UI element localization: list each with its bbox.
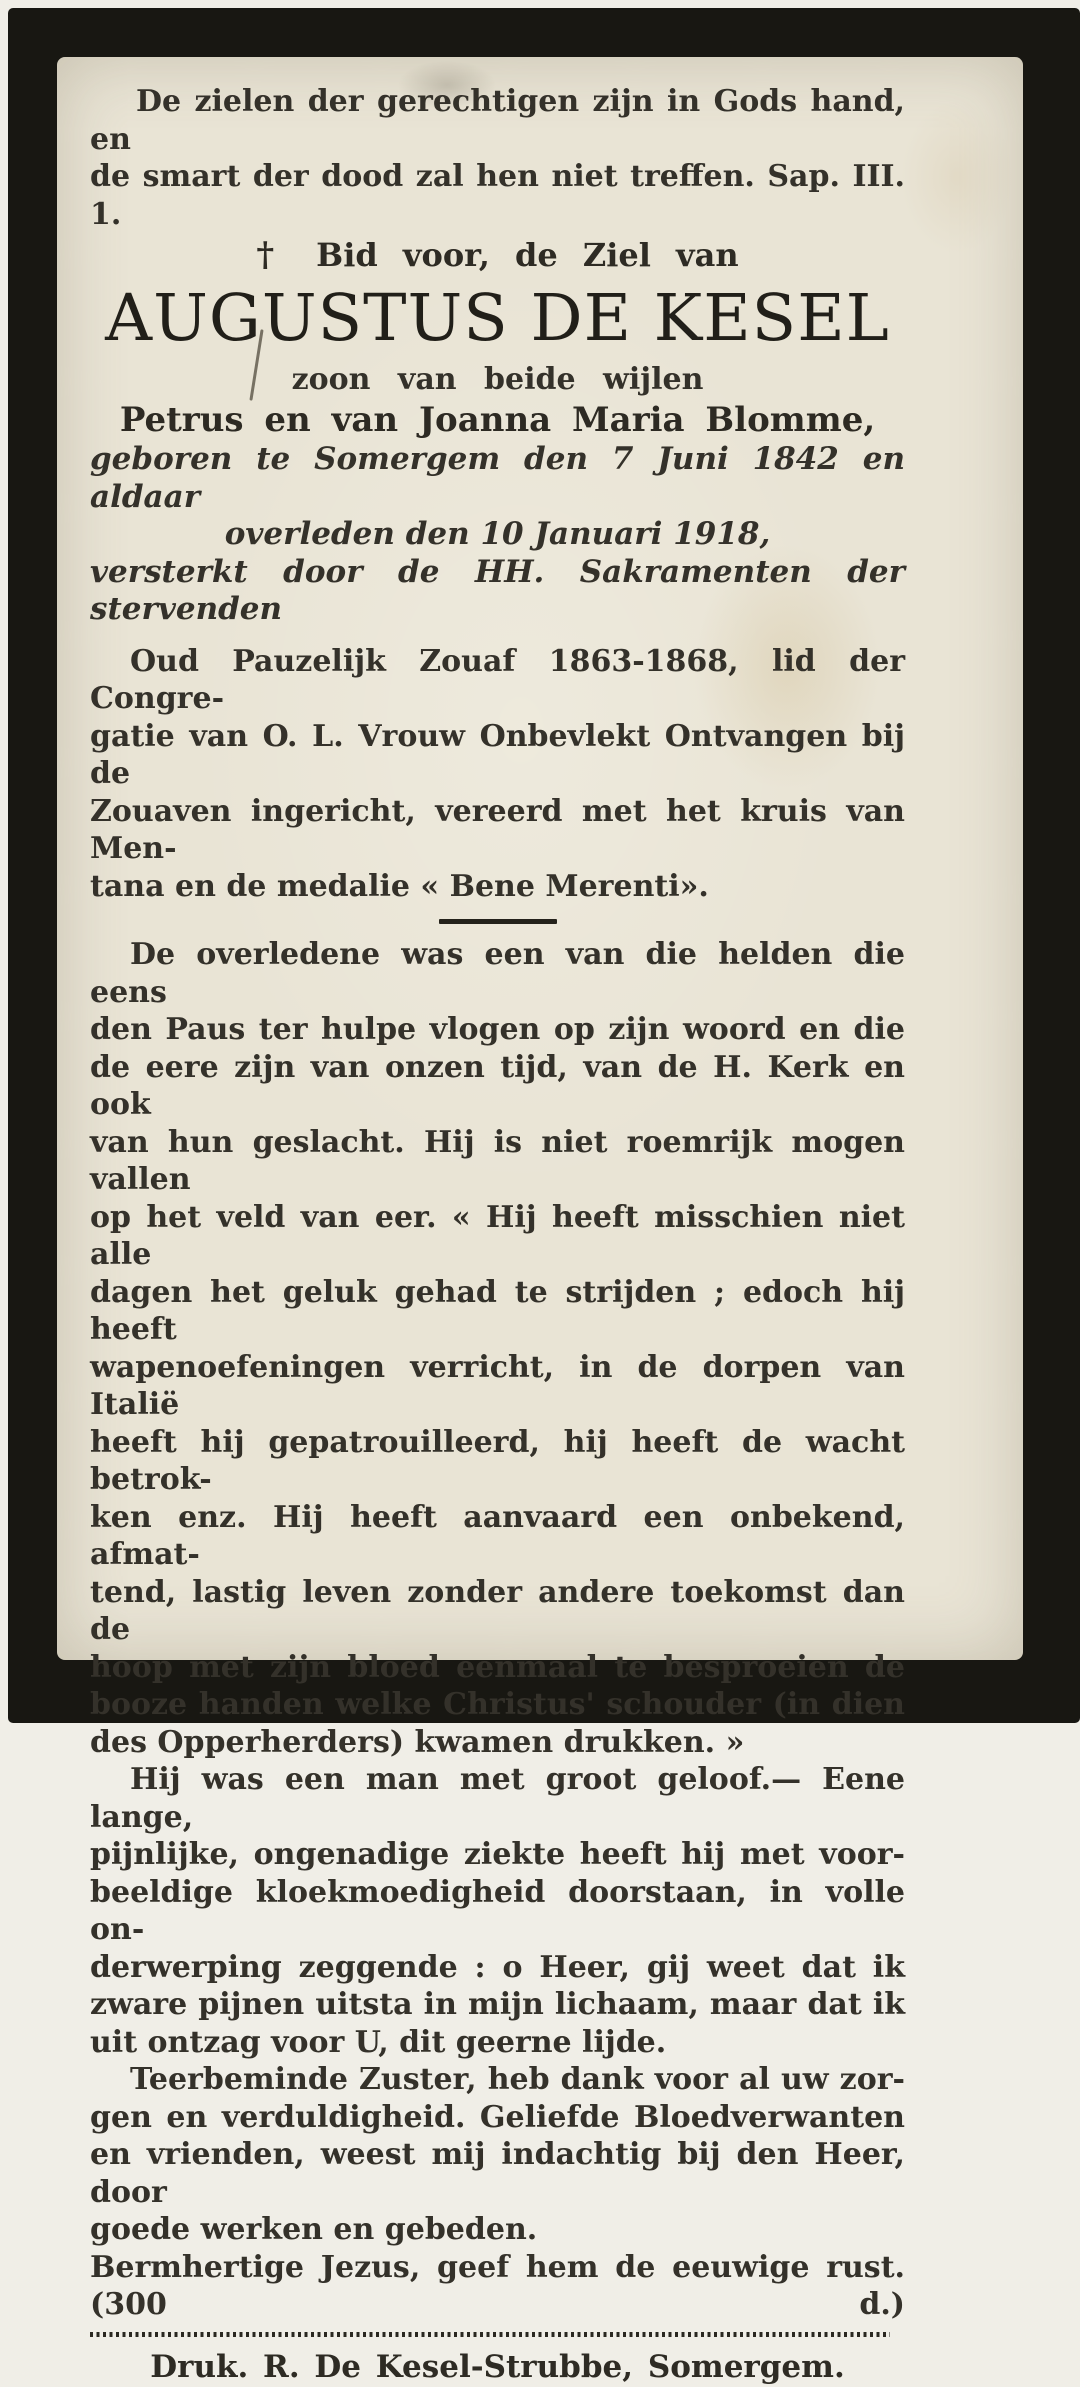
vital-dates xyxy=(90,441,905,629)
text-line: goede werken en gebeden. xyxy=(90,2212,538,2247)
text-line: beeldige kloekmoedigheid doorstaan, in volle on- xyxy=(90,1874,905,1947)
epigraph-line: de smart der dood zal hen niet treffen. Sap. III. 1. xyxy=(90,159,905,232)
section-divider xyxy=(439,919,557,924)
cross-icon: † xyxy=(256,235,275,275)
printer-imprint: Druk. R. De Kesel-Strubbe, Somergem. xyxy=(150,2348,845,2385)
dotted-rule xyxy=(90,2332,890,2337)
text-line: heeft hij gepatrouilleerd, hij heeft de wacht betrok- xyxy=(90,1424,905,1497)
text-line: pijnlijke, ongenadige ziekte heeft hij met voor- xyxy=(90,1837,905,1872)
text-line: Oud Pauzelijk Zouaf 1863-1868, lid der Congre- xyxy=(90,643,905,716)
text-line: Hij was een man met groot geloof.— Eene lange, xyxy=(90,1762,905,1835)
text-line: Teerbeminde Zuster, heb dank voor al uw zor- xyxy=(130,2062,905,2097)
indulgence-prayer: Bermhertige Jezus, geef hem de eeuwige rust. (300 d.) xyxy=(90,2249,905,2322)
farewell-paragraph xyxy=(90,2061,905,2249)
eulogy-paragraph-1 xyxy=(90,936,905,1761)
zouave-paragraph xyxy=(90,643,905,906)
text-line: tana en de medalie « Bene Merenti». xyxy=(90,868,709,904)
birth-line: geboren te Somergem den 7 Juni 1842 en aldaar xyxy=(90,441,905,515)
text-line: ken enz. Hij heeft aanvaard een onbekend, afmat- xyxy=(90,1499,905,1572)
text-line: uit ontzag voor U, dit geerne lijde. xyxy=(90,2024,667,2060)
text-line: gatie van O. L. Vrouw Onbevlekt Ontvangen bij de xyxy=(90,718,905,791)
mourning-border xyxy=(8,8,1080,2385)
text-line: en vrienden, weest mij indachtig bij den Heer, door xyxy=(90,2137,905,2210)
lineage-relation: zoon van beide wijlen xyxy=(291,362,704,397)
eulogy-paragraph-2 xyxy=(90,1761,905,2061)
text-line: hoop met zijn bloed eenmaal te besproeien de xyxy=(90,1649,905,1685)
text-line: gen en verduldigheid. Geliefde Bloedverwanten xyxy=(90,2099,905,2135)
epigraph-line: De zielen der gerechtigen zijn in Gods hand, en xyxy=(90,84,905,157)
invocation-label: Bid voor, de Ziel van xyxy=(316,236,739,274)
text-line: booze handen welke Christus' schouder (in dien xyxy=(90,1687,905,1722)
parents-names: Petrus en van Joanna Maria Blomme, xyxy=(119,400,876,440)
text-line: dagen het geluk gehad te strijden ; edoch hij heeft xyxy=(90,1274,905,1347)
text-line: zware pijnen uitsta in mijn lichaam, maar dat ik xyxy=(90,1987,905,2022)
text-line: Zouaven ingericht, vereerd met het kruis van Men- xyxy=(90,793,905,866)
text-line: tend, lastig leven zonder andere toekomst dan de xyxy=(90,1574,905,1647)
invocation xyxy=(90,233,905,277)
text-line: wapenoefeningen verricht, in de dorpen van Italië xyxy=(90,1349,905,1422)
text-line: op het veld van eer. « Hij heeft misschien niet alle xyxy=(90,1199,905,1272)
deceased-name: AUGUSTUS DE KESEL xyxy=(105,281,890,356)
text-line: de eere zijn van onzen tijd, van de H. Kerk en ook xyxy=(90,1049,905,1122)
death-line: overleden den 10 Januari 1918, xyxy=(224,516,771,552)
text-line: van hun geslacht. Hij is niet roemrijk mogen vallen xyxy=(90,1124,905,1197)
text-line: De overledene was een van die helden die eens xyxy=(90,937,905,1010)
memorial-card xyxy=(57,57,1023,2385)
card-content xyxy=(90,83,905,2387)
epigraph xyxy=(90,83,905,233)
text-line: des Opperherders) kwamen drukken. » xyxy=(90,1724,745,1760)
text-line: den Paus ter hulpe vlogen op zijn woord en die xyxy=(90,1012,905,1047)
text-line: derwerping zeggende : o Heer, gij weet dat ik xyxy=(90,1949,905,1985)
sacraments-line: versterkt door de HH. Sakramenten der stervenden xyxy=(90,553,905,627)
